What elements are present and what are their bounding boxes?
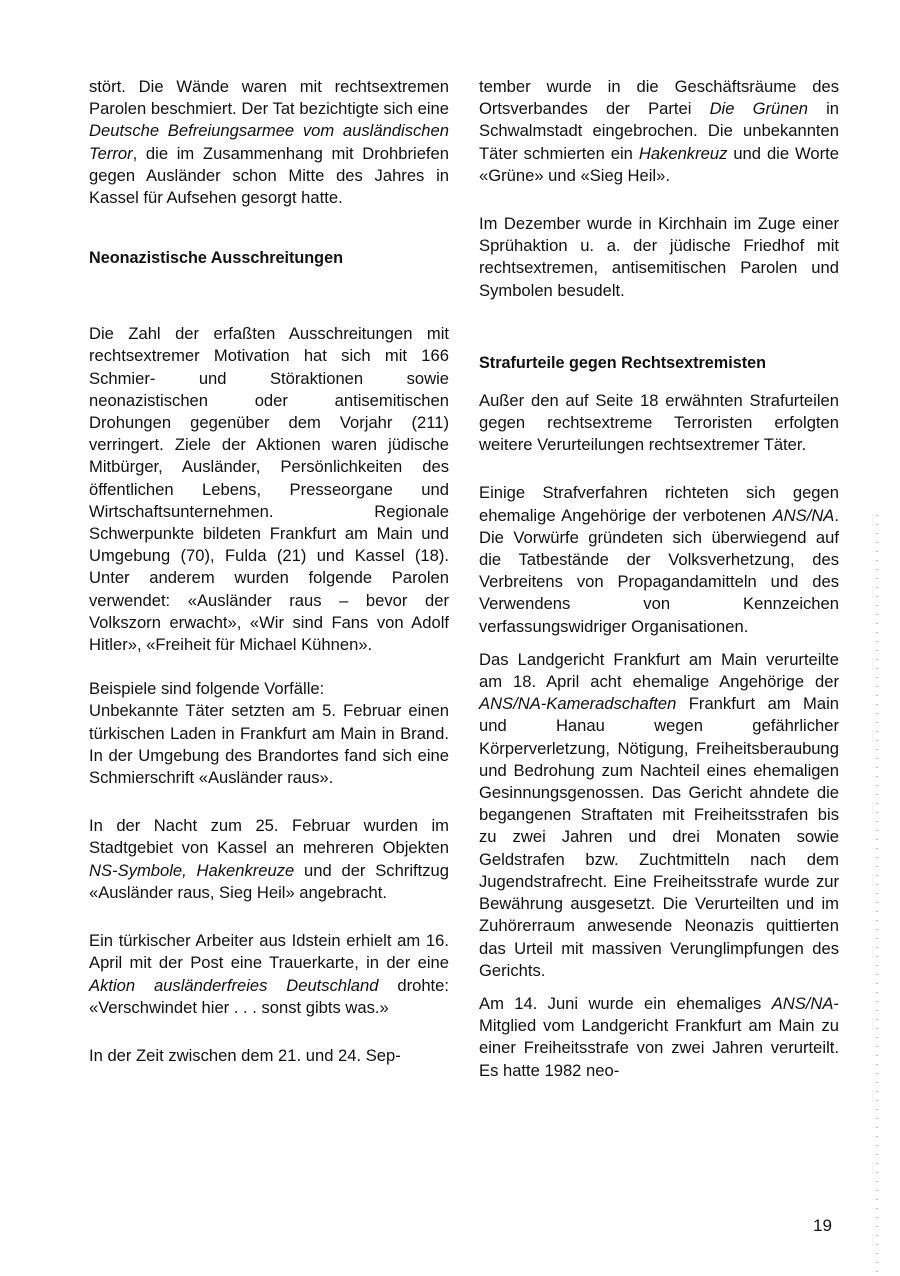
- left-column: [89, 76, 449, 1067]
- scan-edge-mark: [876, 515, 878, 1275]
- paragraph-left-2: Die Zahl der erfaßten Ausschreitungen mit rechtsextremer Motivation hat sich mit 166 Schmier- und Störaktionen sowie neonazistischen oder antisemitischen Drohungen gegenüber dem Vorjahr (211) verringert. Ziele der Aktionen waren jüdische Mitbürger, Ausländer, Persönlichkeiten des öffentlichen Lebens, Presseorgane und Wirtschaftsunternehmen. Regionale Schwerpunkte bildeten Frankfurt am Main und Umgebung (70), Fulda (21) und Kassel (18). Unter anderem wurden folgende Parolen verwendet: «Ausländer raus – bevor der Volkszorn erwacht», «Wir sind Fans von Adolf Hitler», «Freiheit für Michael Kühnen».: [89, 324, 449, 655]
- paragraph-right-6: Am 14. Juni wurde ein ehemaliges ANS/NA-Mitglied vom Landgericht Frankfurt am Main zu einer Freiheitsstrafe von zwei Jahren verurteilt. Es hatte 1982 neo-: [479, 993, 839, 1080]
- paragraph-right-4: Einige Strafverfahren richteten sich gegen ehemalige Angehörige der verbotenen ANS/NA. Die Vorwürfe gründeten sich überwiegend auf die Tatbestände der Volksverhetzung, des Verbreitens von Propagandamitteln und des Verwendens von Kennzeichen verfassungswidriger Organisationen.: [479, 483, 839, 636]
- paragraph-right-1: tember wurde in die Geschäftsräume des Ortsverbandes der Partei Die Grünen in Schwalmstadt eingebrochen. Die unbekannten Täter schmierten ein Hakenkreuz und die Worte «Grüne» und «Sieg Heil».: [479, 77, 840, 185]
- heading-neonazistische-ausschreitungen: Neonazistische Ausschreitungen: [89, 249, 343, 268]
- paragraph-left-1: stört. Die Wände waren mit rechtsextremen Parolen beschmiert. Der Tat bezichtigte sich eine Deutsche Befreiungsarmee vom ausländischen Terror, die im Zusammenhang mit Drohbriefen gegen Ausländer schon Mitte des Jahres in Kassel für Aufsehen gesorgt hatte.: [89, 77, 449, 208]
- paragraph-right-3: Außer den auf Seite 18 erwähnten Strafurteilen gegen rechtsextreme Terroristen erfolgten weitere Verurteilungen rechtsextremer Täter.: [479, 390, 839, 455]
- paragraph-left-4: In der Nacht zum 25. Februar wurden im Stadtgebiet von Kassel an mehreren Objekten NS-Symbole, Hakenkreuze und der Schriftzug «Ausländer raus, Sieg Heil» angebracht.: [89, 816, 449, 902]
- paragraph-right-5: Das Landgericht Frankfurt am Main verurteilte am 18. April acht ehemalige Angehörige der ANS/NA-Kameradschaften Frankfurt am Main und Hanau wegen gefährlicher Körperverletzung, Nötigung, Freiheitsberaubung und Bedrohung zum Nachteil eines ehemaligen Gesinnungsgenossen. Das Gericht ahndete die begangenen Straftaten mit Freiheitsstrafen bis zu zwei Jahren und drei Monaten sowie Geldstrafen bzw. Zuchtmitteln nach dem Jugendstrafrecht. Eine Freiheitsstrafe wurde zur Bewährung ausgesetzt. Die Verurteilten und im Zuhörerraum anwesende Neonazis quittierten das Urteil mit massiven Verunglimpfungen des Gerichts.: [479, 649, 839, 980]
- paragraph-right-2: Im Dezember wurde in Kirchhain im Zuge einer Sprühaktion u. a. der jüdische Friedhof mit rechtsextremen, antisemitischen Parolen und Symbolen besudelt.: [479, 214, 839, 300]
- paragraph-left-3-intro: Beispiele sind folgende Vorfälle:: [89, 679, 325, 699]
- right-column: [479, 76, 839, 1082]
- page-number: 19: [813, 1216, 832, 1235]
- paragraph-left-5: Ein türkischer Arbeiter aus Idstein erhielt am 16. April mit der Post eine Trauerkarte, in der eine Aktion ausländerfreies Deutschland drohte: «Verschwindet hier . . . sonst gibts was.»: [89, 931, 449, 1017]
- paragraph-left-3: Unbekannte Täter setzten am 5. Februar einen türkischen Laden in Frankfurt am Main in Brand. In der Umgebung des Brandortes fand sich eine Schmierschrift «Ausländer raus».: [89, 701, 449, 788]
- heading-strafurteile: Strafurteile gegen Rechtsextremisten: [479, 353, 766, 372]
- paragraph-left-6: In der Zeit zwischen dem 21. und 24. Sep-: [89, 1045, 401, 1065]
